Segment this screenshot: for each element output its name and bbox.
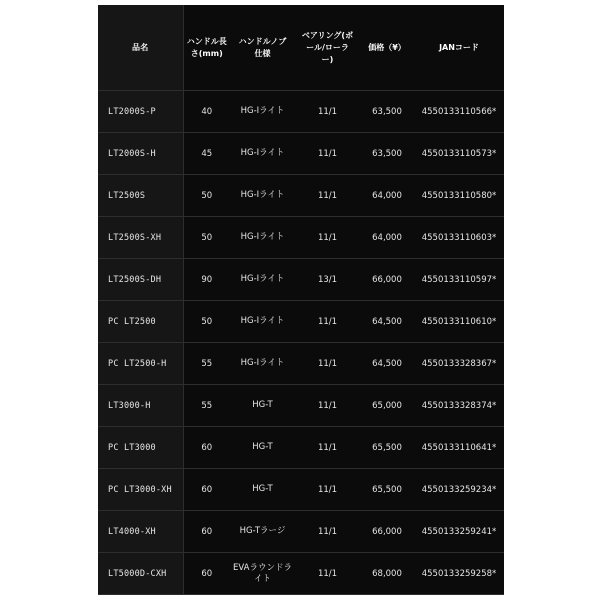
cell-product-name: PC LT2500-H	[98, 343, 183, 385]
cell-jan-code: 4550133110603*	[414, 217, 504, 259]
cell-bearing: 11/1	[295, 175, 360, 217]
table-row	[98, 553, 504, 595]
cell-bearing: 11/1	[295, 217, 360, 259]
cell-handle-knob: HG-Iライト	[230, 133, 295, 175]
table-row	[98, 511, 504, 553]
cell-bearing: 13/1	[295, 259, 360, 301]
cell-price: 64,500	[360, 343, 414, 385]
cell-handle-length: 50	[183, 301, 230, 343]
cell-price: 66,000	[360, 259, 414, 301]
cell-product-name: LT2500S-XH	[98, 217, 183, 259]
cell-product-name: PC LT3000	[98, 427, 183, 469]
table-row	[98, 343, 504, 385]
spec-table-panel	[98, 5, 504, 595]
cell-jan-code: 4550133110610*	[414, 301, 504, 343]
cell-price: 66,000	[360, 511, 414, 553]
cell-price: 65,000	[360, 385, 414, 427]
cell-handle-knob: HG-Iライト	[230, 175, 295, 217]
header-price: 価格（¥）	[360, 5, 414, 91]
cell-handle-knob: HG-T	[230, 385, 295, 427]
cell-bearing: 11/1	[295, 301, 360, 343]
cell-price: 64,500	[360, 301, 414, 343]
cell-product-name: LT4000-XH	[98, 511, 183, 553]
table-row	[98, 301, 504, 343]
header-jan-code: JANコード	[414, 5, 504, 91]
header-handle-knob: ハンドルノブ仕様	[230, 5, 295, 91]
cell-jan-code: 4550133328374*	[414, 385, 504, 427]
cell-handle-length: 50	[183, 217, 230, 259]
cell-handle-knob: HG-Iライト	[230, 259, 295, 301]
cell-handle-knob: HG-T	[230, 469, 295, 511]
spec-table	[98, 5, 504, 595]
cell-price: 64,000	[360, 217, 414, 259]
cell-handle-length: 50	[183, 175, 230, 217]
cell-product-name: PC LT3000-XH	[98, 469, 183, 511]
cell-jan-code: 4550133110566*	[414, 91, 504, 133]
table-row	[98, 91, 504, 133]
cell-jan-code: 4550133110641*	[414, 427, 504, 469]
table-header-row	[98, 5, 504, 91]
cell-handle-length: 60	[183, 511, 230, 553]
table-row	[98, 217, 504, 259]
cell-jan-code: 4550133110597*	[414, 259, 504, 301]
table-row	[98, 469, 504, 511]
cell-product-name: LT3000-H	[98, 385, 183, 427]
cell-bearing: 11/1	[295, 553, 360, 595]
cell-handle-knob: HG-Iライト	[230, 217, 295, 259]
cell-bearing: 11/1	[295, 343, 360, 385]
cell-bearing: 11/1	[295, 133, 360, 175]
cell-handle-length: 60	[183, 427, 230, 469]
cell-handle-knob: HG-Tラージ	[230, 511, 295, 553]
cell-bearing: 11/1	[295, 427, 360, 469]
cell-handle-length: 55	[183, 343, 230, 385]
cell-product-name: LT2500S	[98, 175, 183, 217]
cell-product-name: LT2500S-DH	[98, 259, 183, 301]
cell-price: 65,500	[360, 427, 414, 469]
cell-price: 63,500	[360, 91, 414, 133]
cell-handle-knob: EVAラウンドライト	[230, 553, 295, 595]
cell-bearing: 11/1	[295, 511, 360, 553]
header-product-name: 品名	[98, 5, 183, 91]
cell-handle-knob: HG-T	[230, 427, 295, 469]
cell-handle-length: 60	[183, 553, 230, 595]
cell-handle-length: 40	[183, 91, 230, 133]
cell-jan-code: 4550133259241*	[414, 511, 504, 553]
cell-product-name: LT2000S-H	[98, 133, 183, 175]
cell-bearing: 11/1	[295, 91, 360, 133]
cell-handle-knob: HG-Iライト	[230, 301, 295, 343]
cell-jan-code: 4550133328367*	[414, 343, 504, 385]
cell-handle-length: 45	[183, 133, 230, 175]
table-row	[98, 427, 504, 469]
cell-product-name: LT5000D-CXH	[98, 553, 183, 595]
cell-handle-knob: HG-Iライト	[230, 343, 295, 385]
cell-price: 64,000	[360, 175, 414, 217]
cell-jan-code: 4550133110580*	[414, 175, 504, 217]
table-row	[98, 175, 504, 217]
cell-jan-code: 4550133259258*	[414, 553, 504, 595]
table-row	[98, 133, 504, 175]
cell-bearing: 11/1	[295, 469, 360, 511]
header-handle-length: ハンドル長さ(mm)	[183, 5, 230, 91]
cell-handle-length: 90	[183, 259, 230, 301]
cell-handle-length: 60	[183, 469, 230, 511]
cell-bearing: 11/1	[295, 385, 360, 427]
cell-price: 68,000	[360, 553, 414, 595]
table-row	[98, 259, 504, 301]
cell-handle-length: 55	[183, 385, 230, 427]
cell-jan-code: 4550133110573*	[414, 133, 504, 175]
cell-price: 63,500	[360, 133, 414, 175]
cell-handle-knob: HG-Iライト	[230, 91, 295, 133]
header-bearing: ベアリング(ボール/ローラー)	[295, 5, 360, 91]
table-row	[98, 385, 504, 427]
cell-product-name: PC LT2500	[98, 301, 183, 343]
cell-product-name: LT2000S-P	[98, 91, 183, 133]
cell-jan-code: 4550133259234*	[414, 469, 504, 511]
cell-price: 65,500	[360, 469, 414, 511]
